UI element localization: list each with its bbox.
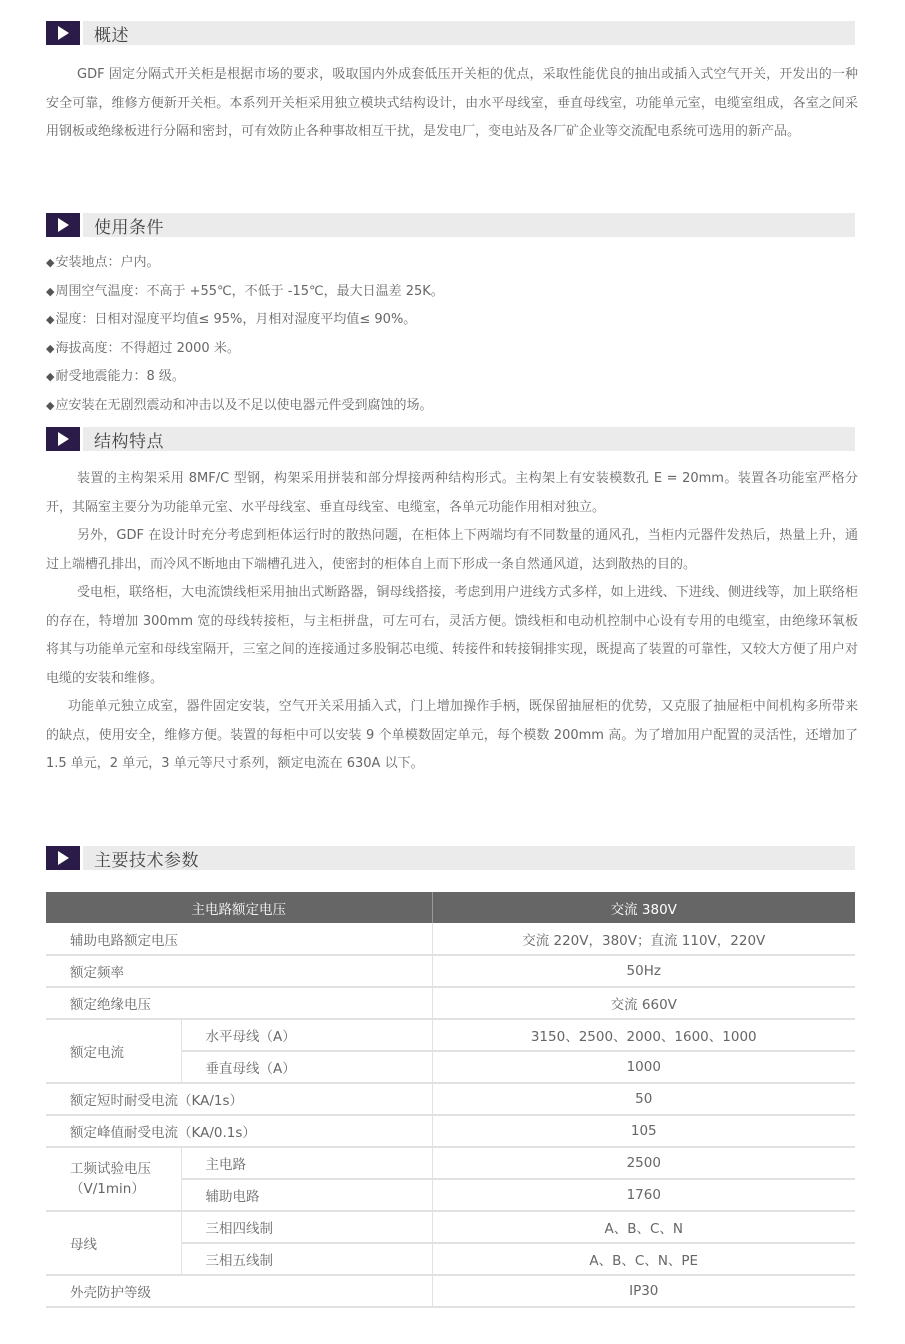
list-item: ◆ 耐受地震能力：8 级。: [46, 363, 855, 392]
diamond-bullet-icon: ◆: [46, 341, 55, 355]
play-triangle-icon: [46, 427, 80, 451]
structure-paragraph: 功能单元独立成室，器件固定安装，空气开关采用插入式，门上增加操作手柄，既保留抽屉柜的优势，又克服了抽屉柜中间机构多所带来的缺点，使用安全，维修方便。装置的每柜中可以安装 9 个单模数固定单元，每个模数 200mm 高。为了增加用户配置的灵活性，还增加了 1.5 单元，2 单元，3 单元等尺寸系列，额定电流在 630A 以下。: [46, 699, 858, 771]
section-header-structure: [46, 427, 855, 451]
section-header-overview: [46, 21, 855, 45]
table-row: 额定峰值耐受电流（KA/0.1s） 105: [46, 1115, 855, 1147]
diamond-bullet-icon: ◆: [46, 370, 55, 383]
table-row: 外壳防护等级 IP30: [46, 1275, 855, 1307]
section-header-specs: [46, 846, 855, 870]
spec-table: [46, 892, 855, 1308]
list-item: ◆ 湿度：日相对湿度平均值≤ 95%，月相对湿度平均值≤ 90%。: [46, 306, 855, 335]
structure-paragraph: 受电柜，联络柜，大电流馈线柜采用抽出式断路器，铜母线搭接，考虑到用户进线方式多样，如上进线、下进线、侧进线等，加上联络柜的存在，特增加 300mm 宽的母线转接柜，与主柜拼盘，可左可右，灵活方便。馈线柜和电动机控制中心设有专用的电缆室，由绝缘环氧板将其与功能单元室和母线室隔开，三室之间的连接通过多股铜芯电缆、转接件和转接铜排实现，既提高了装置的可靠性，又较大方便了用户对电缆的安装和维修。: [46, 585, 858, 686]
table-row: 辅助电路 1760: [46, 1179, 855, 1211]
table-row: 额定电流 水平母线（A） 3150、2500、2000、1600、1000: [46, 1019, 855, 1051]
table-row: 额定短时耐受电流（KA/1s） 50: [46, 1083, 855, 1115]
list-item: ◆ 海拔高度：不得超过 2000 米。: [46, 335, 855, 364]
list-item: ◆ 安装地点：户内。: [46, 249, 855, 278]
table-row: 额定频率 50Hz: [46, 955, 855, 987]
table-row: 垂直母线（A） 1000: [46, 1051, 855, 1083]
play-triangle-icon: [46, 846, 80, 870]
section-header-conditions: [46, 213, 855, 237]
diamond-bullet-icon: ◆: [46, 284, 55, 298]
list-item: ◆ 应安装在无剧烈震动和冲击以及不足以使电器元件受到腐蚀的场。: [46, 392, 855, 421]
header-label: 主电路额定电压: [46, 892, 432, 923]
section-title: 结构特点: [83, 427, 855, 451]
structure-paragraph: 另外，GDF 在设计时充分考虑到柜体运行时的散热问题，在柜体上下两端均有不同数量的通风孔，当柜内元器件发热后，热量上升，通过上端槽孔排出，而冷风不断地由下端槽孔进入，使密封的柜体自上而下形成一条自然通风道，达到散热的目的。: [46, 528, 858, 572]
section-title: 概述: [83, 21, 855, 45]
structure-body: [0, 465, 905, 779]
table-header-row: [46, 892, 855, 923]
section-title: 使用条件: [83, 213, 855, 237]
table-row: 额定绝缘电压 交流 660V: [46, 987, 855, 1019]
diamond-bullet-icon: ◆: [46, 256, 55, 269]
table-row: 母线 三相四线制 A、B、C、N: [46, 1211, 855, 1243]
play-triangle-icon: [46, 21, 80, 45]
table-row: 工频试验电压 （V/1min） 主电路 2500: [46, 1147, 855, 1179]
diamond-bullet-icon: ◆: [46, 398, 55, 412]
overview-paragraph: GDF 固定分隔式开关柜是根据市场的要求，吸取国内外成套低压开关柜的优点，采取性能优良的抽出或插入式空气开关，开发出的一种安全可靠，维修方便新开关柜。本系列开关柜采用独立模块式结构设计，由水平母线室，垂直母线室，功能单元室，电缆室组成，各室之间采用钢板或绝缘板进行分隔和密封，可有效防止各种事故相互干扰，是发电厂，变电站及各厂矿企业等交流配电系统可选用的新产品。: [46, 67, 858, 139]
play-triangle-icon: [46, 213, 80, 237]
table-row: 辅助电路额定电压 交流 220V，380V；直流 110V，220V: [46, 923, 855, 955]
header-value: 交流 380V: [432, 892, 855, 923]
section-title: 主要技术参数: [83, 846, 855, 870]
conditions-list: [46, 249, 855, 420]
diamond-bullet-icon: ◆: [46, 313, 55, 326]
structure-paragraph: 装置的主构架采用 8MF/C 型钢，构架采用拼装和部分焊接两种结构形式。主构架上有安装模数孔 E = 20mm。装置各功能室严格分开，其隔室主要分为功能单元室、水平母线室、垂直母线室、电缆室，各单元功能作用相对独立。: [46, 471, 858, 515]
table-row: 三相五线制 A、B、C、N、PE: [46, 1243, 855, 1275]
list-item: ◆ 周围空气温度：不高于 +55℃，不低于 -15℃，最大日温差 25K。: [46, 278, 855, 307]
